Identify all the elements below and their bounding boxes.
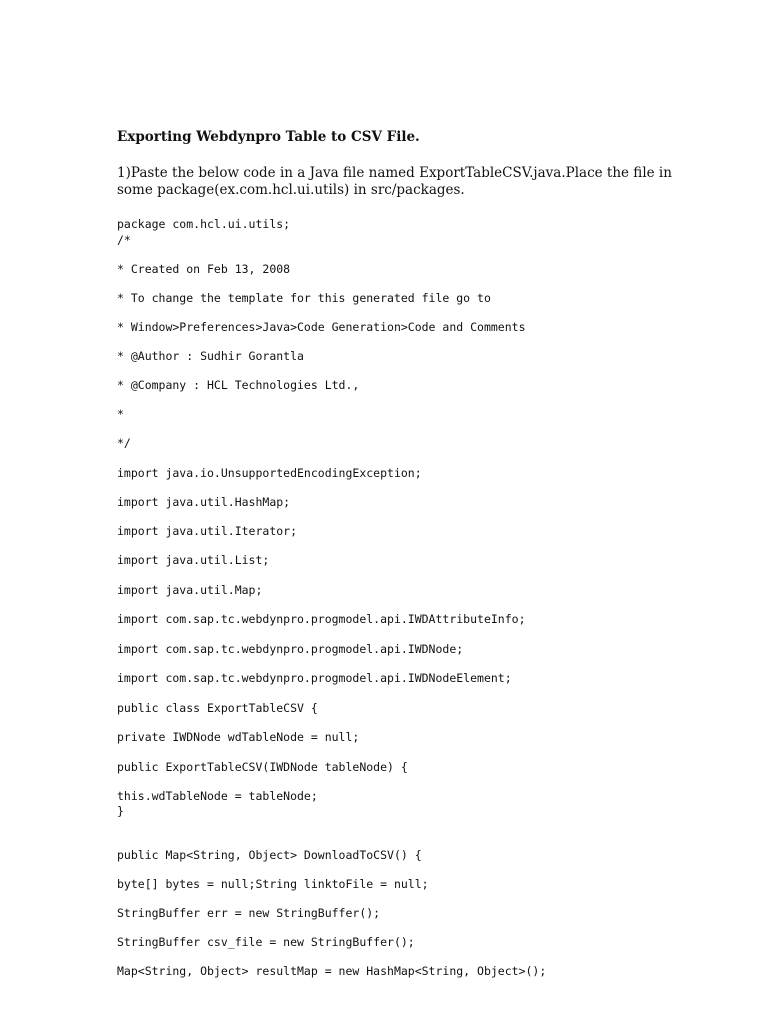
code-line: private IWDNode wdTableNode = null; [117,730,360,744]
code-line: this.wdTableNode = tableNode; [117,789,318,803]
code-line: * Window>Preferences>Java>Code Generation>Code and Comments [117,320,526,334]
code-line: public ExportTableCSV(IWDNode tableNode) { [117,760,408,774]
code-line: import com.sap.tc.webdynpro.progmodel.api.IWDNodeElement; [117,671,512,685]
code-line: */ [117,436,131,450]
intro-line: some package(ex.com.hcl.ui.utils) in src/packages. [117,182,465,198]
code-line: import java.util.Iterator; [117,524,298,538]
code-line: * @Author : Sudhir Gorantla [117,349,304,363]
code-line: import java.io.UnsupportedEncodingException; [117,466,422,480]
code-line: public class ExportTableCSV { [117,701,318,715]
intro-paragraph [117,165,672,199]
code-line: package com.hcl.ui.utils; [117,217,291,231]
code-line: import java.util.Map; [117,583,263,597]
intro-line: 1)Paste the below code in a Java file named ExportTableCSV.java.Place the file in [117,165,672,181]
code-line: * [117,407,124,421]
code-line: import com.sap.tc.webdynpro.progmodel.api.IWDNode; [117,642,464,656]
code-line: * To change the template for this generated file go to [117,291,491,305]
document-title: Exporting Webdynpro Table to CSV File. [117,129,420,145]
code-line: /* [117,233,131,247]
code-line: import java.util.List; [117,553,270,567]
code-line: StringBuffer err = new StringBuffer(); [117,906,381,920]
code-line: public Map<String, Object> DownloadToCSV() { [117,848,422,862]
code-line: import com.sap.tc.webdynpro.progmodel.api.IWDAttributeInfo; [117,612,526,626]
code-line: } [117,804,124,818]
code-line: byte[] bytes = null;String linktoFile = null; [117,877,429,891]
code-line: Map<String, Object> resultMap = new HashMap<String, Object>(); [117,964,547,978]
code-line: import java.util.HashMap; [117,495,291,509]
code-line: * @Company : HCL Technologies Ltd., [117,378,360,392]
code-line: * Created on Feb 13, 2008 [117,262,291,276]
code-line: StringBuffer csv_file = new StringBuffer(); [117,935,415,949]
